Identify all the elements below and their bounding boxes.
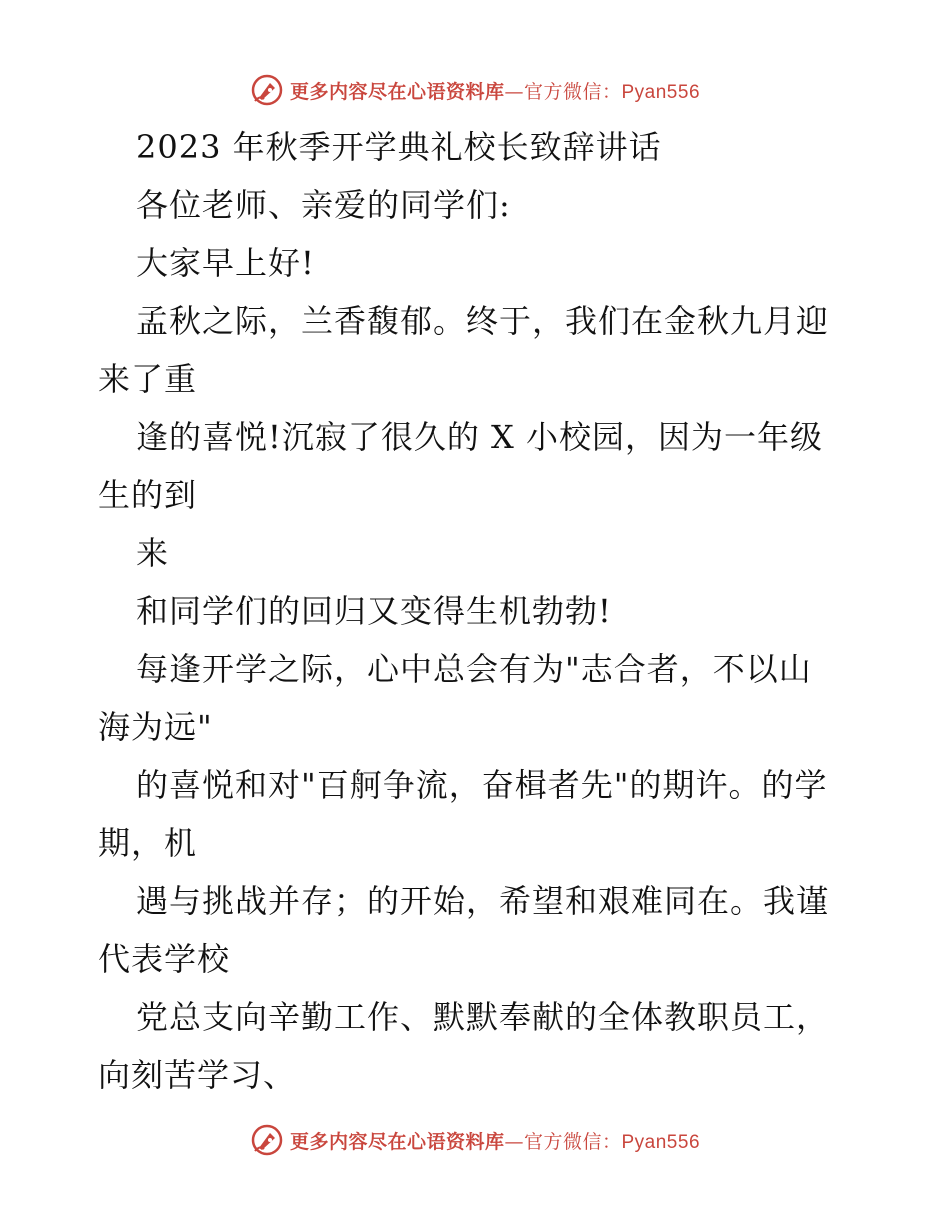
document-title: 2023 年秋季开学典礼校长致辞讲话 bbox=[136, 128, 662, 166]
text-line: 来了重 bbox=[98, 360, 198, 398]
pen-nib-logo-icon bbox=[250, 73, 284, 107]
document-body bbox=[98, 118, 858, 1104]
watermark-banner-top bbox=[0, 70, 950, 110]
text-line: 每逢开学之际，心中总会有为"志合者，不以山 bbox=[136, 650, 812, 688]
text-line: 生的到 bbox=[98, 476, 198, 514]
text-line: 和同学们的回归又变得生机勃勃! bbox=[136, 592, 612, 630]
text-line: 党总支向辛勤工作、默默奉献的全体教职员工， bbox=[136, 998, 830, 1036]
text-line: 来 bbox=[136, 534, 170, 572]
watermark-text: 更多内容尽在心语资料库—官方微信：Pyan556 bbox=[289, 1130, 701, 1153]
watermark-text: 更多内容尽在心语资料库—官方微信：Pyan556 bbox=[289, 80, 701, 103]
text-line: 代表学校 bbox=[98, 940, 231, 978]
text-line: 遇与挑战并存；的开始，希望和艰难同在。我谨 bbox=[136, 882, 830, 920]
text-line: 期，机 bbox=[98, 824, 198, 862]
text-line: 海为远" bbox=[98, 708, 213, 746]
text-line: 向刻苦学习、 bbox=[98, 1056, 297, 1094]
pen-nib-logo-icon bbox=[250, 1123, 284, 1157]
text-line: 孟秋之际，兰香馥郁。终于，我们在金秋九月迎 bbox=[136, 302, 830, 340]
text-line: 逢的喜悦!沉寂了很久的 X 小校园，因为一年级 bbox=[136, 418, 823, 456]
text-line: 各位老师、亲爱的同学们: bbox=[136, 186, 511, 224]
watermark-banner-bottom bbox=[0, 1120, 950, 1160]
text-line: 的喜悦和对"百舸争流，奋楫者先"的期许。的学 bbox=[136, 766, 828, 804]
text-line: 大家早上好! bbox=[136, 244, 315, 282]
